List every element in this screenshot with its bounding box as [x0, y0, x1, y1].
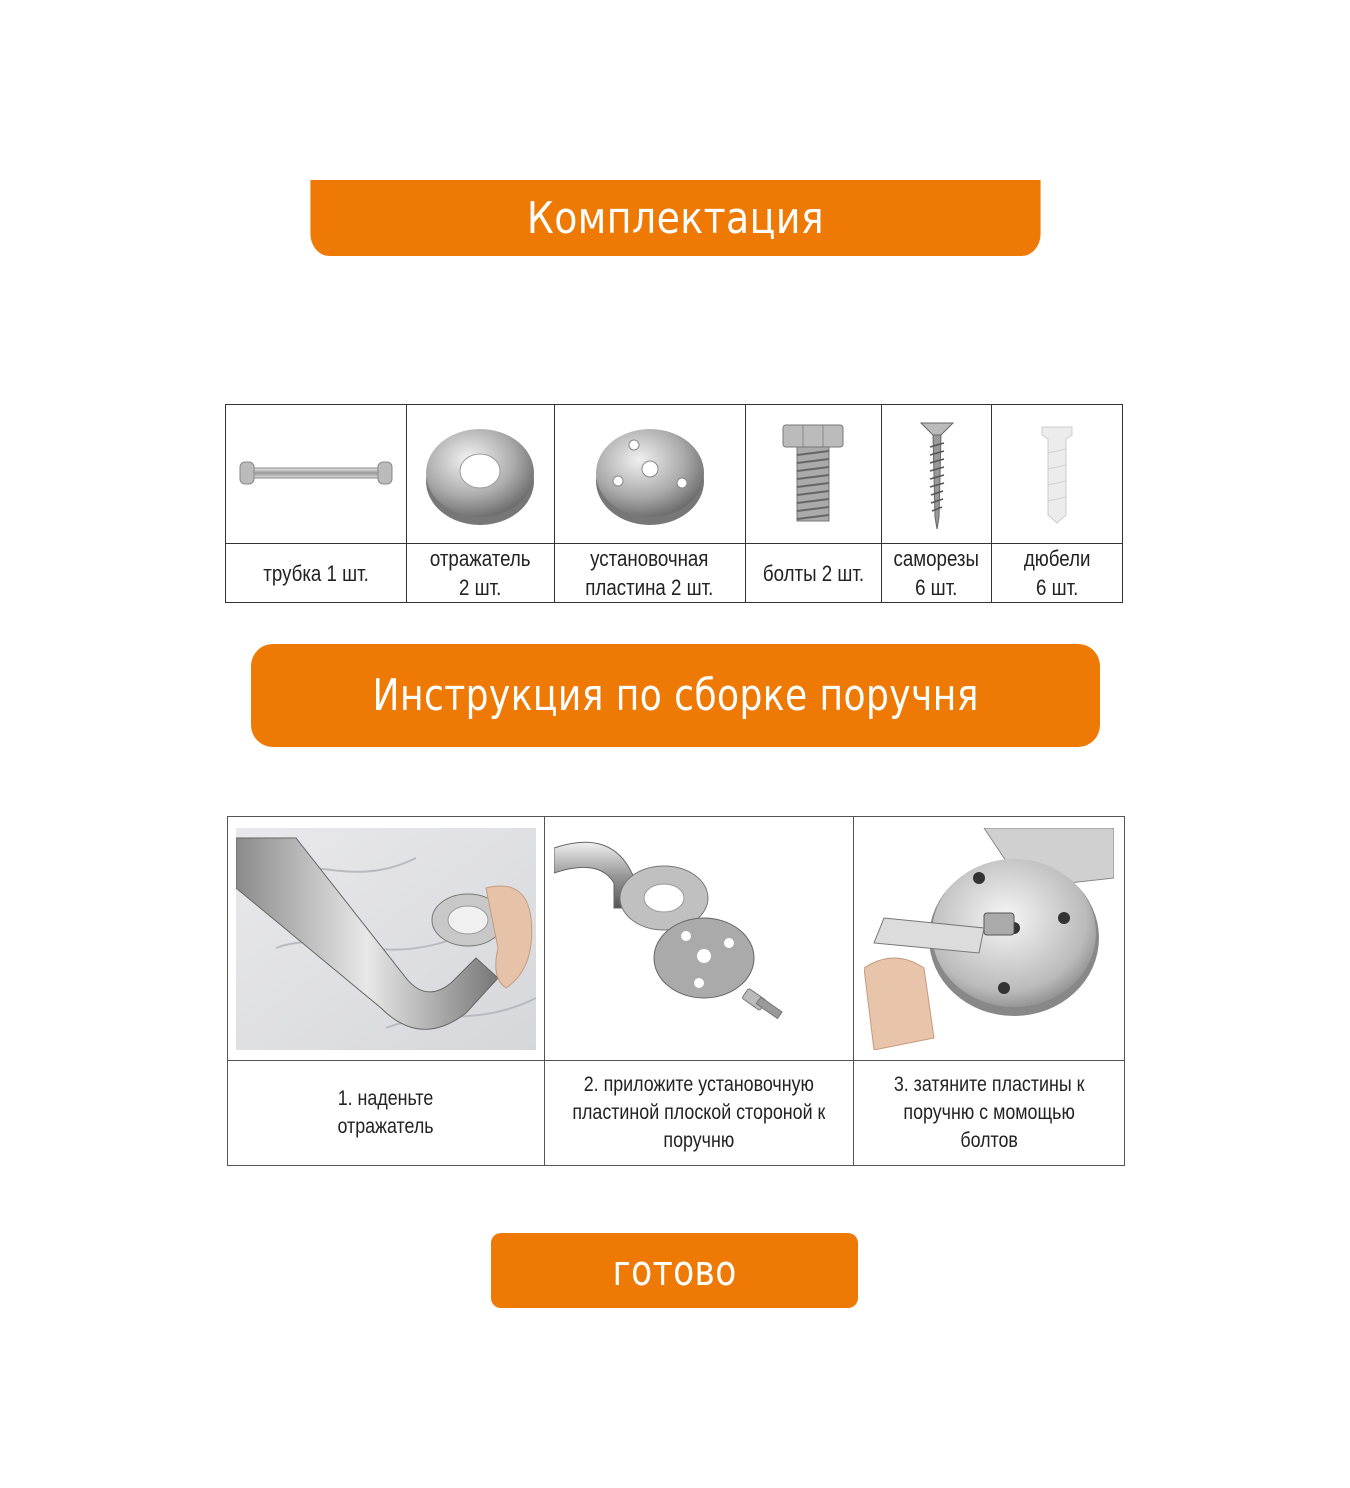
done-banner [491, 1233, 858, 1308]
kit-image-cell [226, 405, 407, 544]
kit-image-cell [992, 405, 1123, 544]
kit-item-label: болты 2 шт. [762, 560, 864, 586]
bolt-icon [773, 419, 853, 529]
tighten-bolts-photo [864, 828, 1114, 1050]
assembly-table [227, 816, 1125, 1166]
kit-item-label: трубка 1 шт. [263, 560, 369, 586]
self-tapping-screw-icon [917, 417, 957, 532]
step-label-cell [854, 1061, 1125, 1166]
step-label: 3. затяните пластины к поручню с момощью болтов [893, 1073, 1085, 1152]
kit-label-cell [992, 544, 1123, 603]
step-image-cell [544, 817, 854, 1061]
step-image-cell [854, 817, 1125, 1061]
step-label-cell [544, 1061, 854, 1166]
attach-plate-photo [554, 828, 844, 1050]
kit-item-label: дюбели 6 шт. [1023, 546, 1091, 600]
kit-item-label: установочная пластина 2 шт. [585, 546, 714, 600]
assembly-title-banner [251, 644, 1100, 747]
kit-image-cell [554, 405, 745, 544]
assembly-title: Инструкция по сборке поручня [372, 670, 979, 721]
kit-label-cell [226, 544, 407, 603]
grab-bar-tube-icon [236, 454, 396, 494]
kit-label-cell [745, 544, 882, 603]
kit-label-cell [882, 544, 992, 603]
kit-item-label: отражатель 2 шт. [430, 546, 531, 600]
step-label-cell [228, 1061, 545, 1166]
mounting-plate-icon [590, 419, 710, 529]
kit-item-label: саморезы 6 шт. [894, 546, 980, 600]
kit-image-cell [745, 405, 882, 544]
step-image-cell [228, 817, 545, 1061]
kit-table [225, 404, 1123, 603]
step-label: 2. приложите установочную пластиной плоской стороной к поручню [572, 1073, 826, 1152]
kit-title: Комплектация [526, 192, 825, 244]
wall-plug-icon [1032, 419, 1082, 529]
kit-label-cell [554, 544, 745, 603]
kit-image-cell [882, 405, 992, 544]
kit-image-cell [406, 405, 554, 544]
step-label: 1. наденьте отражатель [337, 1087, 434, 1138]
reflector-ring-icon [420, 419, 540, 529]
kit-title-banner [310, 180, 1040, 256]
put-on-reflector-photo [236, 828, 536, 1050]
done-label: готово [612, 1246, 737, 1295]
kit-label-cell [406, 544, 554, 603]
